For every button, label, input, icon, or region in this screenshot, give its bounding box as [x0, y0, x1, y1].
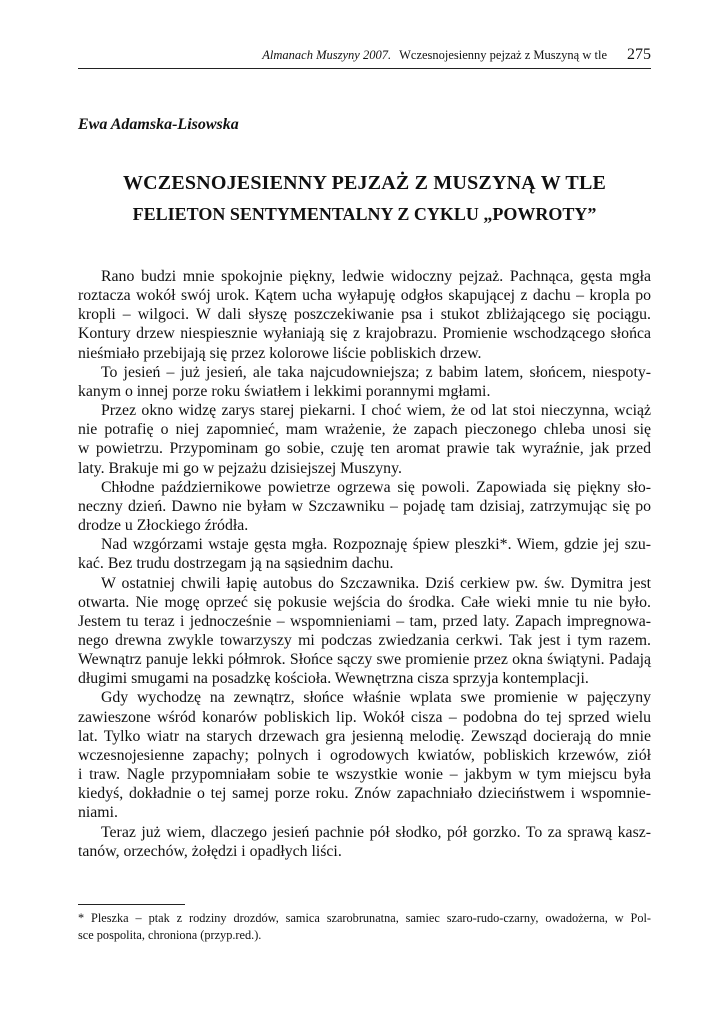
text-line: kropli – wilgoci. W dali słyszę poszczekiwanie psa i stukot zbliżającego się pociągu. — [78, 306, 651, 324]
text-line: W ostatniej chwili łapię autobus do Szczawnika. Dziś cerkiew pw. św. Dymitra jest — [101, 574, 651, 592]
text-line: otwarta. Nie mogę oprzeć się pokusie wejścia do środka. Całe wieki mnie tu nie było. — [78, 593, 651, 611]
text-line: kiedyś, dokładnie o tej samej porze roku. Znów zapachniało dzieciństwem i wspomnie- — [78, 785, 651, 803]
text-line: roztacza wokół swój urok. Kątem ucha wyłapuję odgłos skapującej z dachu – kropla po — [78, 287, 651, 305]
text-line: kanym o innej porze roku światłem i lekkimi porannymi mgłami. — [78, 382, 491, 400]
text-line: Nad wzgórzami wstaje gęsta mgła. Rozpoznaję śpiew pleszki*. Wiem, gdzie jej szu- — [101, 536, 651, 554]
text-line: i traw. Nagle przypomniałam sobie te wszystkie wonie – jakbym w tym miejscu była — [78, 766, 651, 784]
page-header — [78, 44, 651, 69]
text-line: długimi smugami na posadzkę kościoła. Wewnętrzna cisza sprzyja kontemplacji. — [78, 670, 589, 688]
running-head — [262, 48, 607, 63]
article-title: WCZESNOJESIENNY PEJZAŻ Z MUSZYNĄ W TLE — [122, 172, 607, 194]
text-line: Kontury drzew niespiesznie wyłaniają się z krajobrazu. Promienie wschodzącego słońca — [78, 325, 651, 343]
text-line: w powietrzu. Przypominam go sobie, czuję ten aromat prawie tak wyraźnie, jak przed — [78, 440, 651, 458]
text-line: kać. Bez trudu dostrzegam ją na sąsiednim dachu. — [78, 555, 394, 573]
footnote-divider — [78, 904, 185, 905]
footnote-line: * Pleszka – ptak z rodziny drozdów, samica szarobrunatna, samiec szaro-rudo-czarny, owadożerna, w Pol- — [78, 911, 651, 925]
text-line: laty. Brakuje mi go w pejzażu dzisiejszej Muszyny. — [78, 459, 402, 477]
page-number: 275 — [627, 46, 651, 63]
text-line: Rano budzi mnie spokojnie piękny, ledwie widoczny pejzaż. Pachnąca, gęsta mgła — [101, 268, 651, 285]
text-line: niami. — [78, 804, 118, 822]
text-line: Chłodne październikowe powietrze ogrzewa się powoli. Zapowiada się piękny sło- — [101, 478, 651, 496]
journal-name: Almanach Muszyny 2007. — [262, 48, 392, 62]
text-line: wczesnojesienne zapachy; polnych i ogrodowych kwiatów, pobliskich krzewów, ziół — [78, 746, 651, 764]
running-head-subject: Wczesnojesienny pejzaż z Muszyną w tle — [399, 48, 607, 62]
text-line: drodze u Złockiego źródła. — [78, 517, 249, 535]
article-body — [78, 267, 651, 861]
text-line: Gdy wychodzę na zewnątrz, słońce właśnie wplata swe promienie w pajęczyny — [101, 689, 651, 707]
text-line: zawieszone wśród konarów pobliskich lip. Wokół cisza – podobna do tej sprzed wielu — [78, 708, 651, 726]
article-subtitle: FELIETON SENTYMENTALNY Z CYKLU „POWROTY” — [132, 204, 597, 224]
text-line: nego drewna zwykle towarzyszy mi podczas zwiedzania cerkwi. Tak jest i tym razem. — [78, 631, 651, 649]
text-line: To jesień – już jesień, ale taka najcudowniejsza; z babim latem, słońcem, niespoty- — [101, 363, 651, 381]
text-line: tanów, orzechów, żołędzi i opadłych liści. — [78, 842, 342, 860]
text-line: nieśmiało przebijają się przez kolorowe liście pobliskich drzew. — [78, 344, 482, 362]
footnote-line: sce pospolita, chroniona (przyp.red.). — [78, 928, 262, 942]
text-line: lat. Tylko wiatr na starych drzewach gra jesienną melodię. Zewsząd docierają do mnie — [78, 727, 651, 745]
text-line: Przez okno widzę zarys starej piekarni. I choć wiem, że od lat stoi nieczynna, wciąż — [101, 402, 651, 420]
text-line: Wewnątrz panuje lekki półmrok. Słońce sączy swe promienie przez okna świątyni. Padają — [78, 651, 651, 669]
text-line: Jestem tu teraz i jednocześnie – wspomnieniami – tam, przed laty. Zapach impregnowa- — [78, 612, 651, 630]
footnote — [78, 910, 651, 944]
text-line: nie potrafię o niej zapomnieć, mam wrażenie, że zapach pieczonego chleba unosi się — [78, 421, 651, 439]
text-line: Teraz już wiem, dlaczego jesień pachnie pół słodko, pół gorzko. To za sprawą kasz- — [101, 823, 651, 841]
text-line: neczny dzień. Dawno nie byłam w Szczawniku – pojadę tam dzisiaj, zatrzymując się po — [78, 497, 651, 515]
author-name: Ewa Adamska-Lisowska — [78, 116, 239, 133]
